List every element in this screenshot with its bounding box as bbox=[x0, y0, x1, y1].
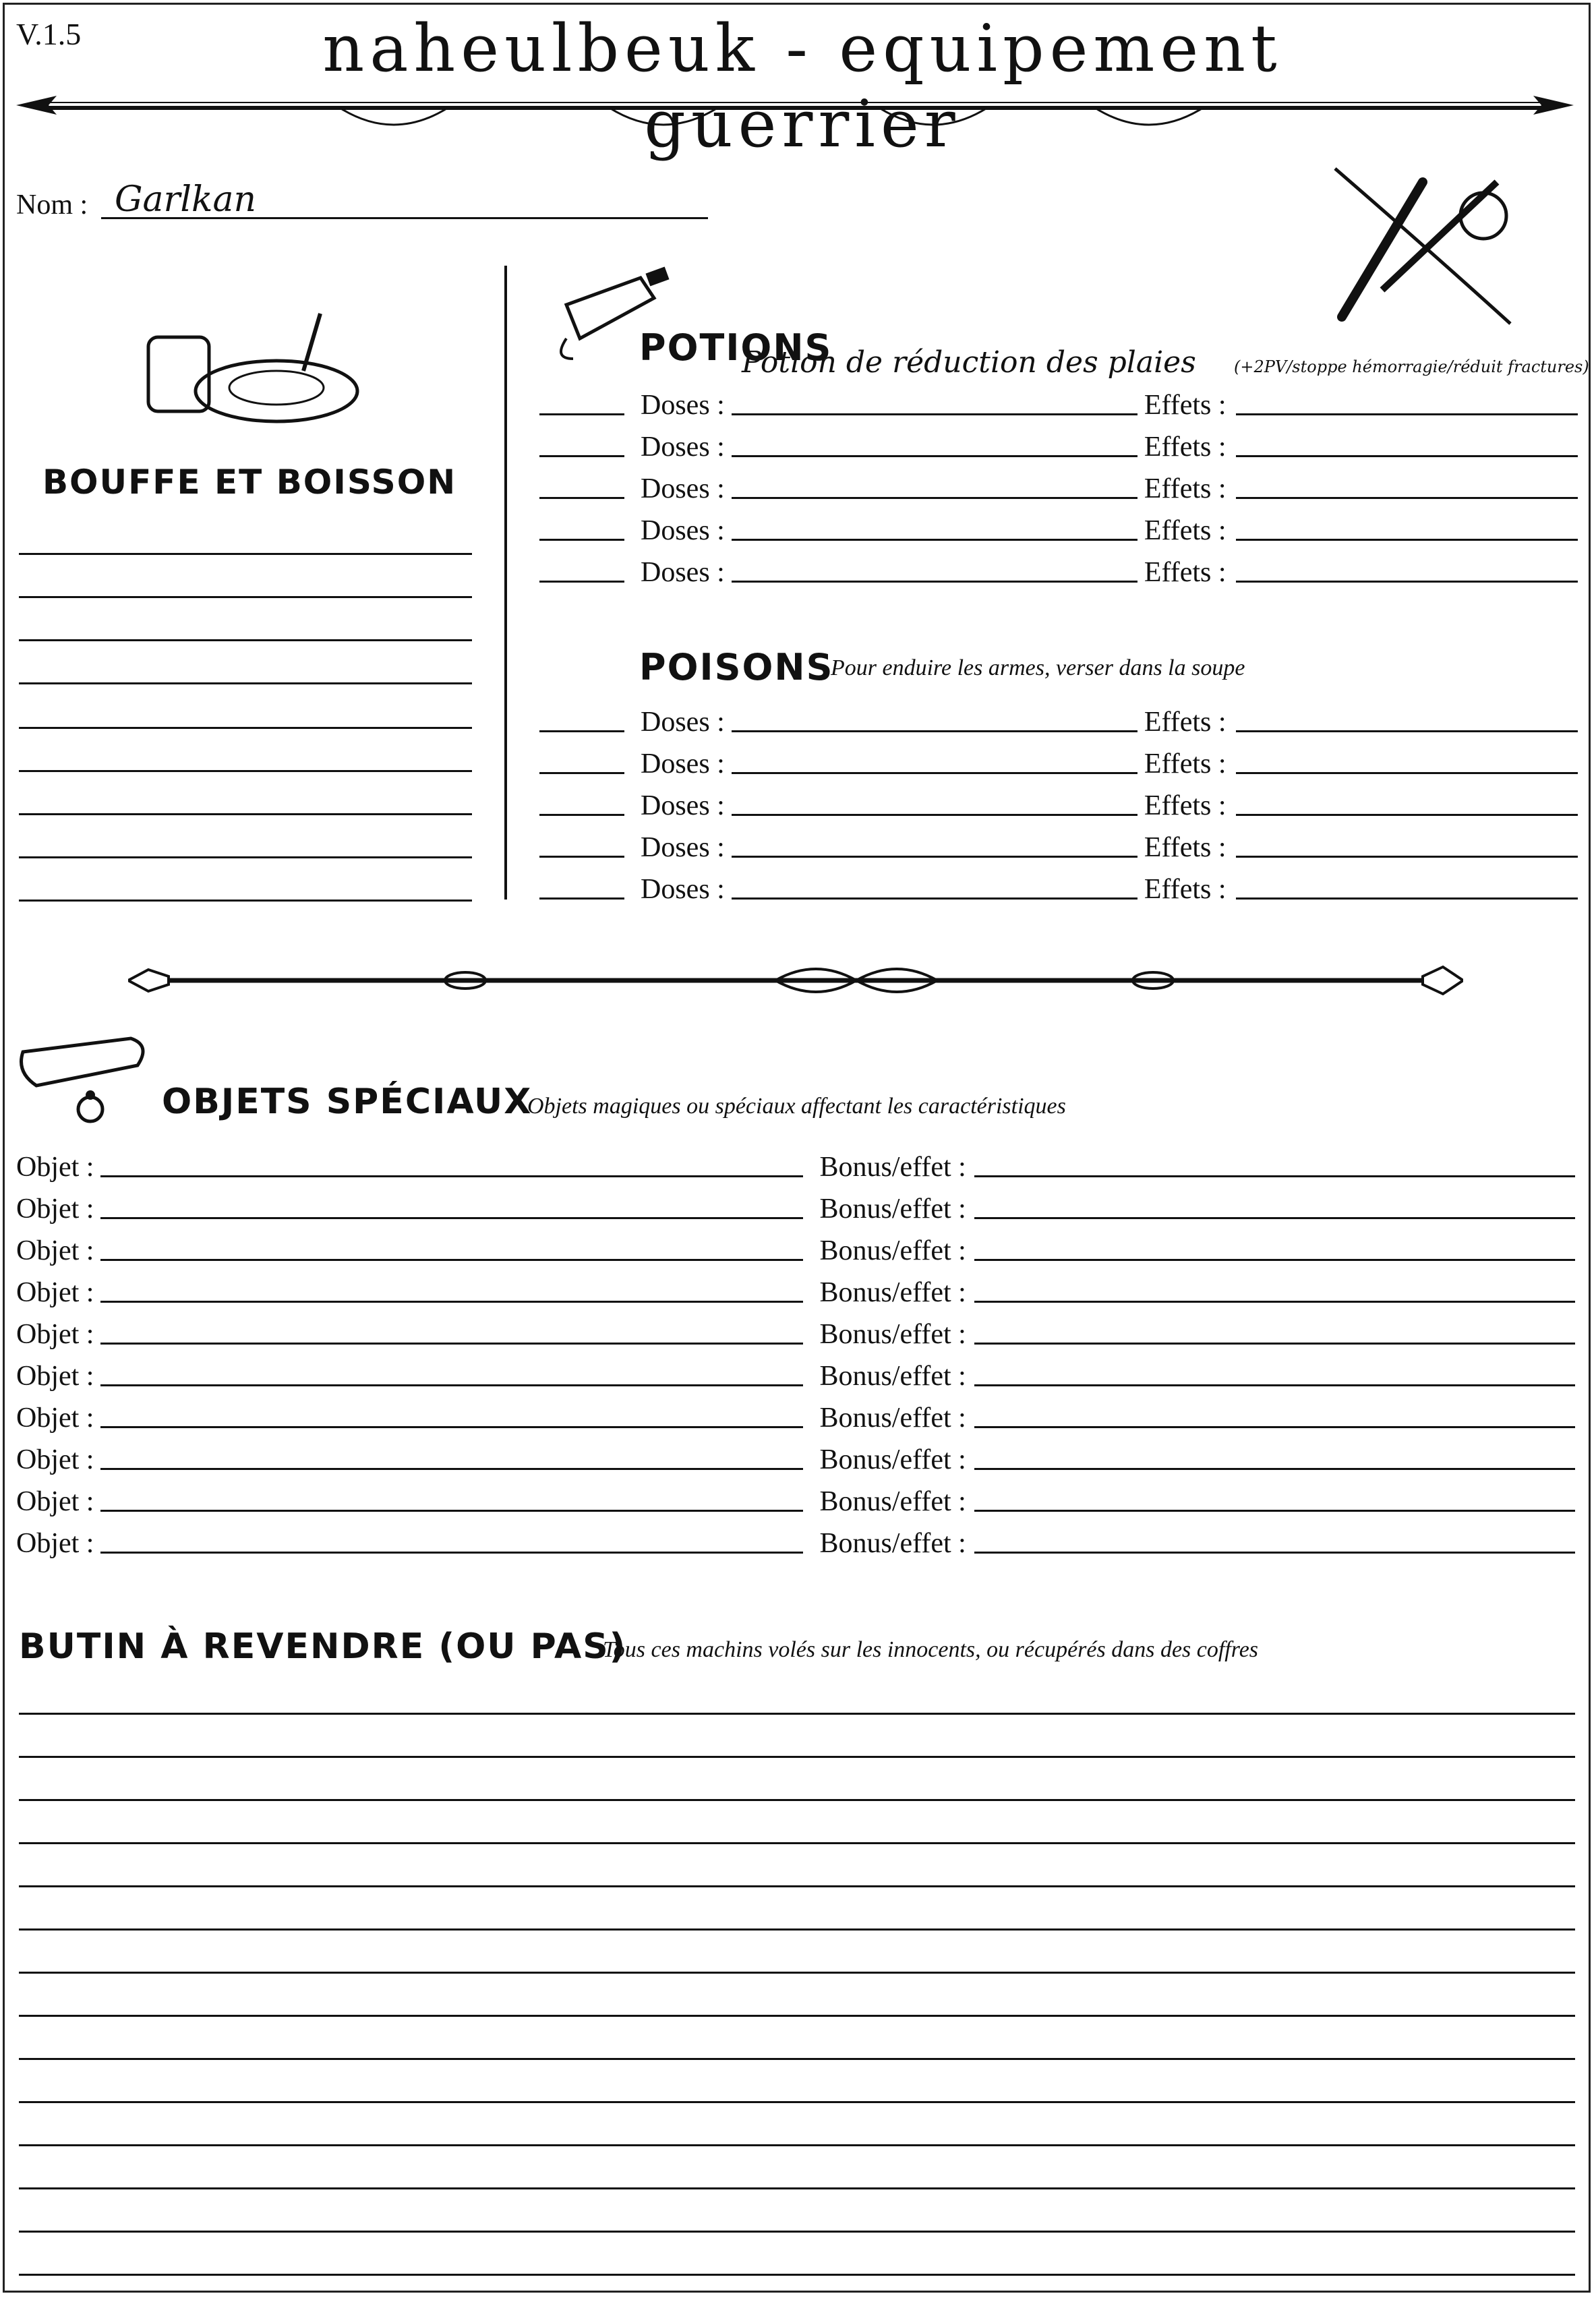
name-value: Garlkan bbox=[115, 179, 257, 220]
loot-line[interactable] bbox=[19, 2015, 1575, 2017]
object-field[interactable] bbox=[100, 1384, 803, 1386]
object-label: Objet : bbox=[16, 1444, 94, 1475]
object-label: Objet : bbox=[16, 1194, 94, 1225]
bonus-label: Bonus/effet : bbox=[819, 1194, 966, 1225]
effects-label: Effets : bbox=[1144, 390, 1226, 421]
poison-qty-field[interactable] bbox=[539, 814, 624, 816]
loot-line[interactable] bbox=[19, 2231, 1575, 2233]
object-field[interactable] bbox=[100, 1259, 803, 1261]
effects-field[interactable] bbox=[1236, 856, 1578, 858]
doses-field[interactable] bbox=[732, 856, 1137, 858]
poison-row bbox=[539, 792, 1578, 820]
potions-heading: POTIONS bbox=[639, 326, 833, 369]
potion-qty-field[interactable] bbox=[539, 455, 624, 457]
effects-field[interactable] bbox=[1236, 581, 1578, 583]
potion-row bbox=[539, 517, 1578, 545]
object-field[interactable] bbox=[100, 1552, 803, 1554]
food-line[interactable] bbox=[19, 770, 472, 772]
scroll-ring-icon bbox=[16, 1025, 158, 1126]
doses-label: Doses : bbox=[641, 748, 725, 779]
loot-line[interactable] bbox=[19, 2058, 1575, 2060]
bonus-label: Bonus/effet : bbox=[819, 1235, 966, 1266]
doses-field[interactable] bbox=[732, 581, 1137, 583]
poison-qty-field[interactable] bbox=[539, 897, 624, 900]
effects-label: Effets : bbox=[1144, 874, 1226, 905]
loot-subtitle: Tous ces machins volés sur les innocents, ou récupérés dans des coffres bbox=[603, 1637, 1259, 1662]
potion-qty-field[interactable] bbox=[539, 581, 624, 583]
poison-row bbox=[539, 750, 1578, 778]
doses-label: Doses : bbox=[641, 390, 725, 421]
special-item-row bbox=[16, 1237, 1575, 1265]
object-label: Objet : bbox=[16, 1235, 94, 1266]
name-label: Nom : bbox=[16, 189, 88, 220]
special-items-subtitle: Objets magiques ou spéciaux affectant les caractéristiques bbox=[527, 1094, 1066, 1119]
doses-label: Doses : bbox=[641, 790, 725, 821]
loot-line[interactable] bbox=[19, 1756, 1575, 1758]
bonus-label: Bonus/effet : bbox=[819, 1444, 966, 1475]
doses-field[interactable] bbox=[732, 455, 1137, 457]
effects-label: Effets : bbox=[1144, 473, 1226, 504]
object-field[interactable] bbox=[100, 1426, 803, 1428]
loot-heading: BUTIN À REVENDRE (OU PAS) bbox=[19, 1626, 627, 1667]
object-field[interactable] bbox=[100, 1217, 803, 1219]
version-label: V.1.5 bbox=[16, 17, 82, 51]
special-item-row bbox=[16, 1529, 1575, 1558]
doses-label: Doses : bbox=[641, 473, 725, 504]
special-item-row bbox=[16, 1487, 1575, 1516]
page-title: naheulbeuk - equipement guerrier bbox=[322, 11, 1282, 162]
loot-line[interactable] bbox=[19, 2187, 1575, 2189]
poison-qty-field[interactable] bbox=[539, 730, 624, 732]
doses-label: Doses : bbox=[641, 874, 725, 905]
doses-field[interactable] bbox=[732, 413, 1137, 415]
food-line[interactable] bbox=[19, 682, 472, 684]
potion-entry: Potion de réduction des plaies bbox=[742, 345, 1196, 380]
loot-line[interactable] bbox=[19, 1799, 1575, 1801]
loot-line[interactable] bbox=[19, 1972, 1575, 1974]
poison-row bbox=[539, 833, 1578, 862]
special-item-row bbox=[16, 1404, 1575, 1432]
object-label: Objet : bbox=[16, 1403, 94, 1434]
bonus-label: Bonus/effet : bbox=[819, 1319, 966, 1350]
loot-line[interactable] bbox=[19, 2101, 1575, 2103]
object-label: Objet : bbox=[16, 1528, 94, 1559]
loot-line[interactable] bbox=[19, 2144, 1575, 2146]
doses-field[interactable] bbox=[732, 772, 1137, 774]
food-line[interactable] bbox=[19, 639, 472, 641]
bonus-field[interactable] bbox=[974, 1343, 1575, 1345]
loot-line[interactable] bbox=[19, 1885, 1575, 1887]
loot-line[interactable] bbox=[19, 1928, 1575, 1931]
column-divider bbox=[504, 266, 507, 900]
bonus-label: Bonus/effet : bbox=[819, 1152, 966, 1183]
food-heading: BOUFFE ET BOISSON bbox=[42, 463, 457, 502]
doses-label: Doses : bbox=[641, 557, 725, 588]
effects-label: Effets : bbox=[1144, 748, 1226, 779]
doses-label: Doses : bbox=[641, 432, 725, 463]
bonus-field[interactable] bbox=[974, 1468, 1575, 1470]
effects-field[interactable] bbox=[1236, 413, 1578, 415]
effects-label: Effets : bbox=[1144, 832, 1226, 863]
effects-field[interactable] bbox=[1236, 897, 1578, 900]
special-item-row bbox=[16, 1446, 1575, 1474]
potion-row bbox=[539, 433, 1578, 461]
bonus-field[interactable] bbox=[974, 1384, 1575, 1386]
bonus-field[interactable] bbox=[974, 1301, 1575, 1303]
special-item-row bbox=[16, 1320, 1575, 1349]
food-line[interactable] bbox=[19, 856, 472, 858]
food-line[interactable] bbox=[19, 813, 472, 815]
loot-line[interactable] bbox=[19, 1842, 1575, 1844]
bonus-field[interactable] bbox=[974, 1552, 1575, 1554]
doses-label: Doses : bbox=[641, 832, 725, 863]
special-item-row bbox=[16, 1278, 1575, 1307]
doses-label: Doses : bbox=[641, 707, 725, 738]
food-icon bbox=[135, 297, 364, 432]
food-line[interactable] bbox=[19, 727, 472, 729]
bonus-label: Bonus/effet : bbox=[819, 1361, 966, 1392]
effects-label: Effets : bbox=[1144, 515, 1226, 546]
effects-field[interactable] bbox=[1236, 772, 1578, 774]
potion-row bbox=[539, 391, 1578, 419]
doses-field[interactable] bbox=[732, 497, 1137, 499]
bonus-label: Bonus/effet : bbox=[819, 1486, 966, 1517]
object-field[interactable] bbox=[100, 1301, 803, 1303]
special-item-row bbox=[16, 1195, 1575, 1223]
object-label: Objet : bbox=[16, 1486, 94, 1517]
doses-label: Doses : bbox=[641, 515, 725, 546]
effects-label: Effets : bbox=[1144, 557, 1226, 588]
poisons-heading: POISONS bbox=[639, 646, 834, 688]
special-item-row bbox=[16, 1153, 1575, 1181]
poison-qty-field[interactable] bbox=[539, 856, 624, 858]
doses-field[interactable] bbox=[732, 539, 1137, 541]
object-field[interactable] bbox=[100, 1175, 803, 1177]
effects-field[interactable] bbox=[1236, 814, 1578, 816]
effects-label: Effets : bbox=[1144, 707, 1226, 738]
poisons-subtitle: Pour enduire les armes, verser dans la soupe bbox=[831, 655, 1245, 680]
spear-icon bbox=[16, 88, 1574, 142]
bonus-field[interactable] bbox=[974, 1510, 1575, 1512]
poison-row bbox=[539, 708, 1578, 736]
potion-qty-field[interactable] bbox=[539, 539, 624, 541]
bonus-label: Bonus/effet : bbox=[819, 1403, 966, 1434]
poison-row bbox=[539, 875, 1578, 904]
bonus-label: Bonus/effet : bbox=[819, 1277, 966, 1308]
food-line[interactable] bbox=[19, 596, 472, 598]
special-items-heading: OBJETS SPÉCIAUX bbox=[162, 1082, 533, 1122]
bonus-field[interactable] bbox=[974, 1259, 1575, 1261]
effects-label: Effets : bbox=[1144, 432, 1226, 463]
bonus-field[interactable] bbox=[974, 1175, 1575, 1177]
effects-field[interactable] bbox=[1236, 455, 1578, 457]
object-label: Objet : bbox=[16, 1361, 94, 1392]
object-label: Objet : bbox=[16, 1277, 94, 1308]
potion-qty-field[interactable] bbox=[539, 497, 624, 499]
staff-icon bbox=[128, 958, 1463, 1005]
bonus-field[interactable] bbox=[974, 1426, 1575, 1428]
object-field[interactable] bbox=[100, 1343, 803, 1345]
potion-qty-field[interactable] bbox=[539, 413, 624, 415]
potion-entry-note: (+2PV/stoppe hémorragie/réduit fractures) bbox=[1234, 357, 1589, 376]
loot-line[interactable] bbox=[19, 1713, 1575, 1715]
effects-field[interactable] bbox=[1236, 539, 1578, 541]
special-item-row bbox=[16, 1362, 1575, 1390]
bonus-label: Bonus/effet : bbox=[819, 1528, 966, 1559]
effects-field[interactable] bbox=[1236, 497, 1578, 499]
food-line[interactable] bbox=[19, 900, 472, 902]
food-line[interactable] bbox=[19, 553, 472, 555]
doses-field[interactable] bbox=[732, 730, 1137, 732]
loot-line[interactable] bbox=[19, 2274, 1575, 2276]
potion-row bbox=[539, 475, 1578, 503]
object-label: Objet : bbox=[16, 1319, 94, 1350]
object-field[interactable] bbox=[100, 1468, 803, 1470]
object-label: Objet : bbox=[16, 1152, 94, 1183]
object-field[interactable] bbox=[100, 1510, 803, 1512]
doses-field[interactable] bbox=[732, 814, 1137, 816]
weapons-icon bbox=[1322, 155, 1524, 337]
poison-qty-field[interactable] bbox=[539, 772, 624, 774]
potion-row bbox=[539, 558, 1578, 587]
effects-field[interactable] bbox=[1236, 730, 1578, 732]
effects-label: Effets : bbox=[1144, 790, 1226, 821]
doses-field[interactable] bbox=[732, 897, 1137, 900]
bonus-field[interactable] bbox=[974, 1217, 1575, 1219]
